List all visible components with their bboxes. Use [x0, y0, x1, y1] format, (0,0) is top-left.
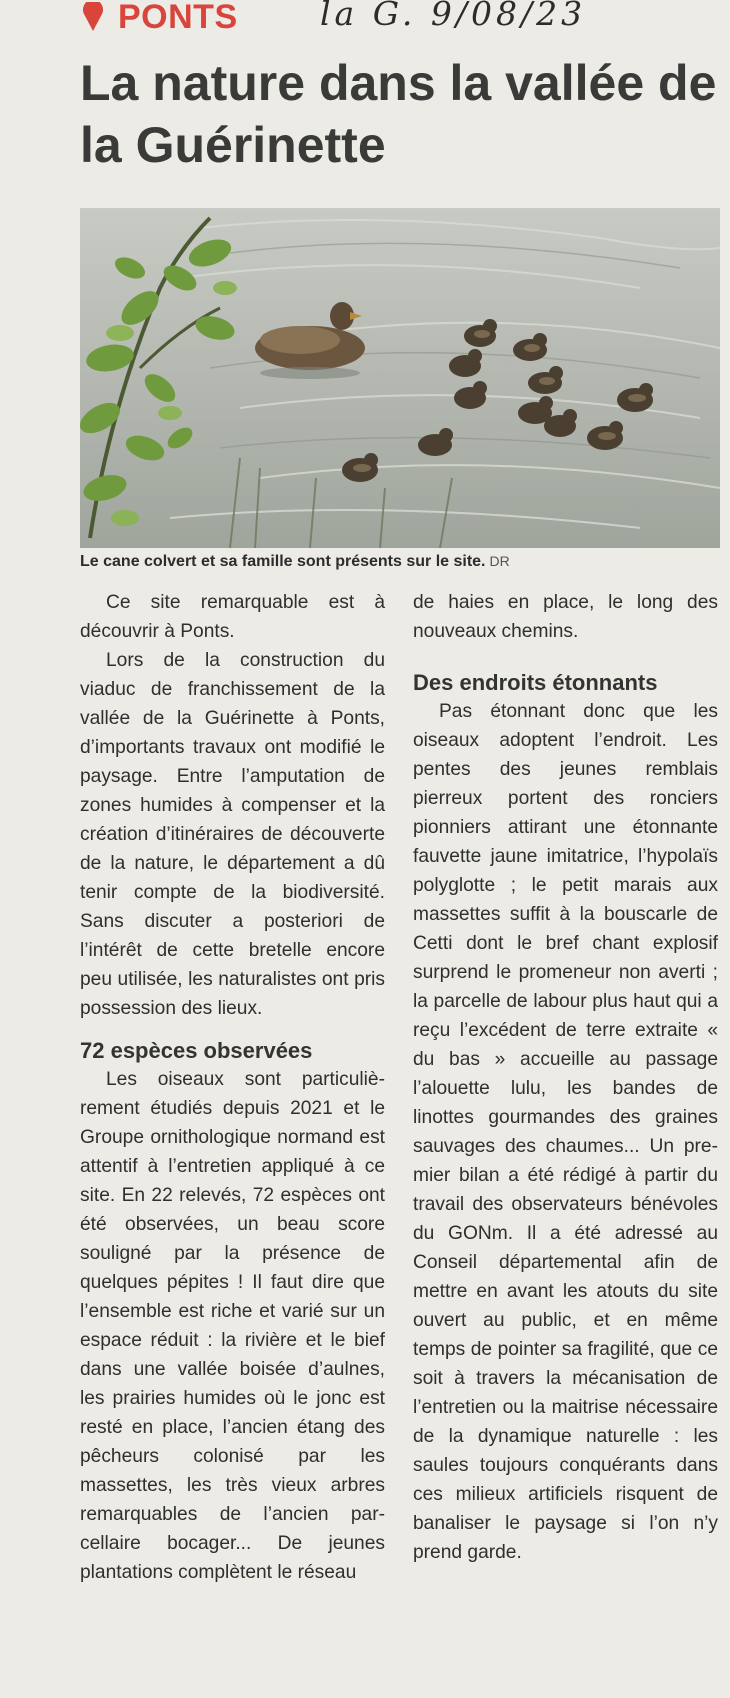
- paragraph: Les oiseaux sont particulièrement étudiés depuis 2021 et le Groupe ornithologique normand est attentif à l’entretien appliqué à ce site. En 22 relevés, 72 espèces ont été observées, un beau score souligné par la présence de quelques pépites ! Il faut dire que l’ensemble est riche et varié sur un espace réduit : la rivière et le bief dans une vallée boisée d’aulnes, les prairies humides où le jonc est resté en place, l’ancien étang des pêcheurs colonisé par les massettes, les très vieux arbres remarquables de l’ancien parcellaire bocager... De jeunes plantations complètent le réseau: [80, 1069, 385, 1583]
- photo-caption: [80, 553, 720, 571]
- paragraph: Ce site remarquable est à découvrir à Ponts.: [80, 592, 385, 642]
- subheading: Des endroits étonnants: [413, 670, 658, 695]
- duck-family-photo: [80, 208, 720, 548]
- photo-credit: DR: [489, 553, 510, 569]
- handwritten-note: la G. 9/08/23: [320, 0, 587, 33]
- subheading: 72 espèces observées: [80, 1038, 313, 1063]
- article-column-right: [413, 588, 718, 1567]
- article-column-left: [80, 588, 385, 1587]
- article-title: La nature dans la vallée de la Guérinette: [80, 55, 717, 173]
- article-photo: [80, 208, 720, 548]
- map-pin-icon: [82, 2, 104, 32]
- caption-text: Le cane colvert et sa famille sont présents sur le site.: [80, 553, 486, 570]
- paragraph: Pas étonnant donc que les oiseaux adoptent l’endroit. Les pentes des jeunes remblais pierreux portent des ronciers pionniers attirant une étonnante fauvette jaune imitatrice, l’hypolaïs polyglotte ; le petit marais aux massettes suffit à la bouscarle de Cetti dont le bref chant explosif surprend le promeneur non averti ; la parcelle de labour plus haut qui a reçu l’excédent de terre extraite « du bas » accueille au passage l’alouette lulu, les bandes de linottes gourmandes des graines sauvages des chaumes... Un premier bilan a été rédigé à partir du travail des observateurs bénévoles du GONm. Il a été adressé au Conseil départemental afin de mettre en avant les atouts du site ouvert au public, et en même temps de pointer sa fragilité, que ce soit à travers la mécanisation de l’entretien ou la maitrise nécessaire de la dynamique naturelle : les saules toujours conquérants dans ces milieux artificiels risquent de banaliser le paysage si l’on n’y prend garde.: [413, 701, 718, 1563]
- paragraph: de haies en place, le long des nouveaux chemins.: [413, 592, 718, 642]
- section-label: PONTS: [118, 0, 238, 36]
- article-header: [80, 0, 720, 40]
- paragraph: Lors de la construction du viaduc de franchissement de la vallée de la Guérinette à Ponts, d’importants travaux ont modifié le paysage. Entre l’amputation de zones humides à compenser et la création d’itinéraires de découverte de la nature, le département a dû tenir compte de la biodiversité. Sans discuter a posteriori de l’intérêt de cette bretelle encore peu utilisée, les naturalistes ont pris possession des lieux.: [80, 650, 385, 1019]
